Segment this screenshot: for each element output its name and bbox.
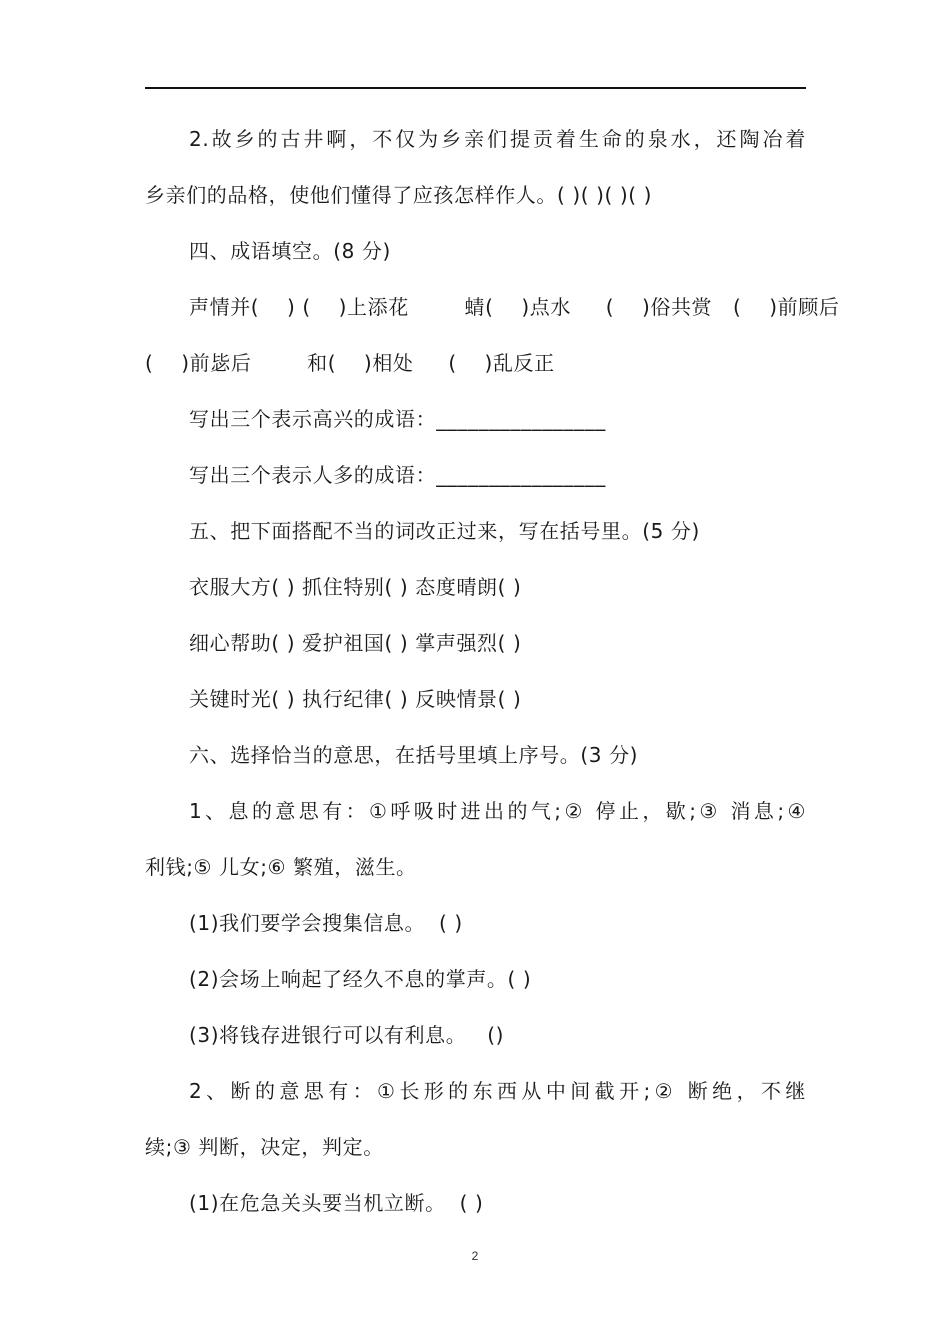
meaning-definition: 1、息的意思有：①呼吸时进出的气;② 停止，歇;③ 消息;④: [189, 799, 806, 823]
idiom-blanks: ( )前毖后 和( )相处 ( )乱反正: [145, 351, 555, 375]
meaning-definition: 2、断的意思有：①长形的东西从中间截开;② 断绝，不继: [189, 1079, 806, 1103]
question-line: 2.故乡的古井啊，不仅为乡亲们提贡着生命的泉水，还陶冶着: [189, 127, 806, 151]
question-line: 乡亲们的品格，使他们懂得了应孩怎样作人。( )( )( )( ): [145, 183, 653, 207]
correction-row: 细心帮助( ) 爱护祖国( ) 掌声强烈( ): [189, 631, 522, 655]
meaning-question: (1)我们要学会搜集信息。 ( ): [189, 911, 463, 935]
correction-row: 衣服大方( ) 抓住特别( ) 态度晴朗( ): [189, 575, 522, 599]
section-heading: 五、把下面搭配不当的词改正过来，写在括号里。(5 分): [189, 519, 700, 543]
header-rule: [145, 87, 806, 89]
idiom-prompt: 写出三个表示人多的成语：________________: [189, 463, 606, 487]
meaning-question: (1)在危急关头要当机立断。 ( ): [189, 1191, 484, 1215]
correction-row: 关键时光( ) 执行纪律( ) 反映情景( ): [189, 687, 522, 711]
page-number: 2: [471, 1249, 479, 1263]
meaning-definition: 续;③ 判断，决定，判定。: [145, 1135, 384, 1159]
idiom-blanks: 声情并( ) ( )上添花 蜻( )点水 ( )俗共赏 ( )前顾后: [189, 295, 840, 319]
meaning-definition: 利钱;⑤ 儿女;⑥ 繁殖，滋生。: [145, 855, 417, 879]
idiom-prompt: 写出三个表示高兴的成语：________________: [189, 407, 606, 431]
section-heading: 四、成语填空。(8 分): [189, 239, 391, 263]
section-heading: 六、选择恰当的意思，在括号里填上序号。(3 分): [189, 743, 639, 767]
meaning-question: (3)将钱存进银行可以有利息。 (): [189, 1023, 505, 1047]
meaning-question: (2)会场上响起了经久不息的掌声。( ): [189, 967, 532, 991]
